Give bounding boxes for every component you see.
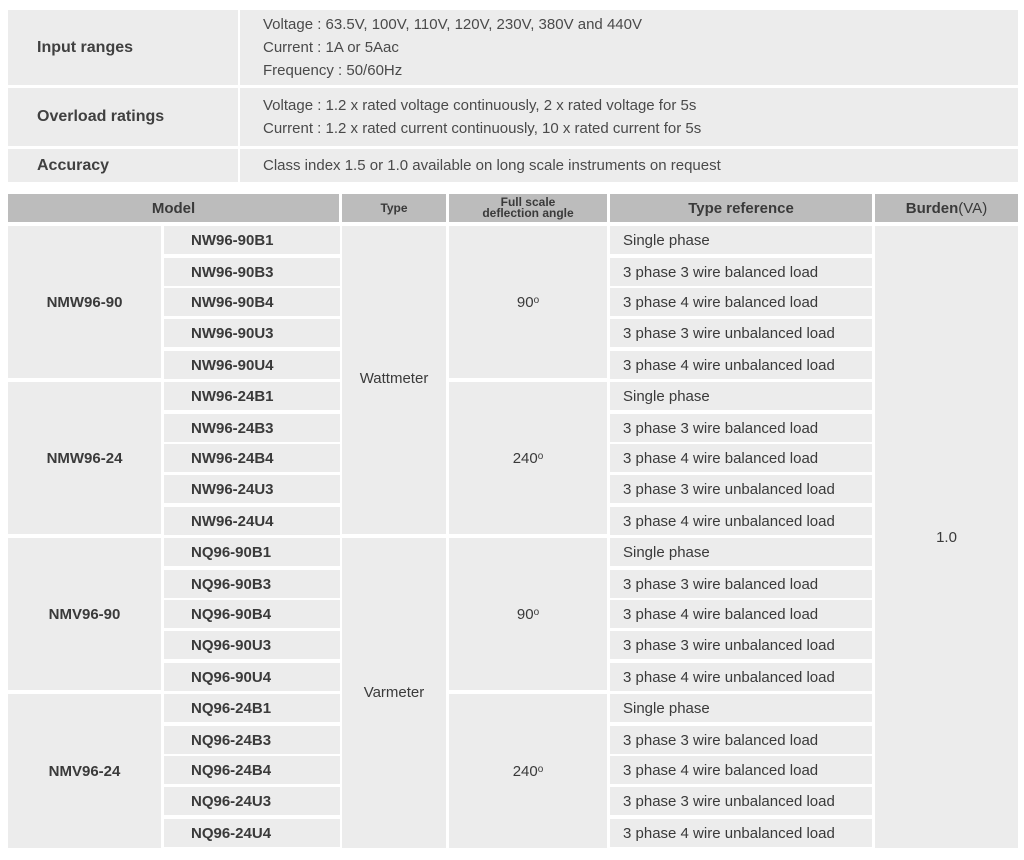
type-reference-cell: 3 phase 3 wire balanced load (610, 570, 872, 598)
spec-row-overload-ratings (8, 88, 1018, 146)
deflection-angle-value: 90 (516, 605, 534, 623)
type-reference-cell: Single phase (610, 382, 872, 410)
type-reference-cell: 3 phase 4 wire balanced load (610, 600, 872, 628)
deflection-angle-cell (449, 538, 607, 690)
header-type-reference: Type reference (610, 194, 872, 222)
model-code: NW96-90U4 (164, 351, 340, 379)
meter-type-label: Varmeter (363, 684, 425, 701)
spec-row-input-ranges (8, 10, 1018, 85)
type-reference-cell: 3 phase 4 wire unbalanced load (610, 351, 872, 379)
model-code: NW96-24U4 (164, 507, 340, 535)
header-angle-line-1: Full scale (500, 195, 556, 209)
deflection-angle-value: 240 (512, 449, 538, 467)
model-code: NQ96-24U4 (164, 819, 340, 847)
degree-symbol: o (533, 294, 540, 306)
type-reference-cell: 3 phase 4 wire unbalanced load (610, 819, 872, 847)
spec-label: Accuracy (8, 149, 238, 182)
spec-line: Class index 1.5 or 1.0 available on long scale instruments on request (263, 157, 721, 174)
spec-value (240, 88, 1018, 146)
model-group-name: NMV96-90 (48, 605, 121, 623)
model-code: NW96-24U3 (164, 475, 340, 503)
burden-cell (875, 226, 1018, 848)
model-code: NW96-90B1 (164, 226, 340, 254)
spec-line: Voltage : 63.5V, 100V, 110V, 120V, 230V, 380V and 440V (263, 16, 642, 33)
model-code: NQ96-90B1 (164, 538, 340, 566)
model-group-cell (8, 538, 161, 690)
type-reference-cell: 3 phase 3 wire unbalanced load (610, 787, 872, 815)
type-reference-cell: 3 phase 3 wire unbalanced load (610, 631, 872, 659)
degree-symbol: o (537, 763, 544, 775)
spec-line: Current : 1A or 5Aac (263, 39, 399, 56)
header-burden-label: Burden (905, 199, 959, 217)
model-group-name: NMW96-90 (46, 293, 123, 311)
meter-type-cell (342, 538, 446, 848)
type-reference-cell: 3 phase 4 wire unbalanced load (610, 507, 872, 535)
model-code: NW96-24B3 (164, 414, 340, 442)
model-code: NW96-90B3 (164, 258, 340, 286)
spec-line: Frequency : 50/60Hz (263, 62, 403, 79)
spec-line: Current : 1.2 x rated current continuously, 10 x rated current for 5s (263, 120, 702, 137)
model-code: NW96-90U3 (164, 319, 340, 347)
type-reference-cell: 3 phase 4 wire balanced load (610, 756, 872, 784)
model-code: NQ96-90B4 (164, 600, 340, 628)
spec-value (240, 10, 1018, 85)
model-code: NQ96-24B3 (164, 726, 340, 754)
spec-row-accuracy (8, 149, 1018, 182)
type-reference-cell: Single phase (610, 538, 872, 566)
spec-label: Input ranges (8, 10, 238, 85)
model-code: NQ96-90B3 (164, 570, 340, 598)
degree-symbol: o (533, 606, 540, 618)
type-reference-cell: 3 phase 4 wire unbalanced load (610, 663, 872, 691)
type-reference-cell: 3 phase 4 wire balanced load (610, 288, 872, 316)
header-model: Model (8, 194, 339, 222)
model-code: NQ96-90U4 (164, 663, 340, 691)
deflection-angle-cell (449, 226, 607, 378)
model-code: NW96-24B4 (164, 444, 340, 472)
deflection-angle-value: 90 (516, 293, 534, 311)
header-type: Type (342, 194, 446, 222)
model-group-cell (8, 694, 161, 848)
header-burden-unit: (VA) (958, 199, 988, 217)
deflection-angle-value: 240 (512, 762, 538, 780)
degree-symbol: o (537, 450, 544, 462)
header-deflection-angle (449, 194, 607, 222)
spec-line: Voltage : 1.2 x rated voltage continuously, 2 x rated voltage for 5s (263, 97, 697, 114)
model-code: NW96-24B1 (164, 382, 340, 410)
type-reference-cell: 3 phase 3 wire unbalanced load (610, 319, 872, 347)
type-reference-cell: 3 phase 4 wire balanced load (610, 444, 872, 472)
model-code: NQ96-24B4 (164, 756, 340, 784)
model-group-name: NMV96-24 (48, 762, 121, 780)
meter-type-label: Wattmeter (359, 370, 429, 387)
type-reference-cell: 3 phase 3 wire unbalanced load (610, 475, 872, 503)
type-reference-cell: 3 phase 3 wire balanced load (610, 726, 872, 754)
type-reference-cell: 3 phase 3 wire balanced load (610, 258, 872, 286)
type-reference-cell: Single phase (610, 226, 872, 254)
type-reference-cell: 3 phase 3 wire balanced load (610, 414, 872, 442)
header-burden (875, 194, 1018, 222)
model-code: NW96-90B4 (164, 288, 340, 316)
model-group-name: NMW96-24 (46, 449, 123, 467)
model-code: NQ96-90U3 (164, 631, 340, 659)
deflection-angle-cell (449, 382, 607, 534)
deflection-angle-cell (449, 694, 607, 848)
model-group-cell (8, 226, 161, 378)
burden-value: 1.0 (936, 528, 957, 546)
model-code: NQ96-24U3 (164, 787, 340, 815)
type-reference-cell: Single phase (610, 694, 872, 722)
spec-label: Overload ratings (8, 88, 238, 146)
header-angle-line-2: deflection angle (482, 206, 574, 220)
model-group-cell (8, 382, 161, 534)
model-code: NQ96-24B1 (164, 694, 340, 722)
spec-value (240, 149, 1018, 182)
meter-type-cell (342, 226, 446, 534)
